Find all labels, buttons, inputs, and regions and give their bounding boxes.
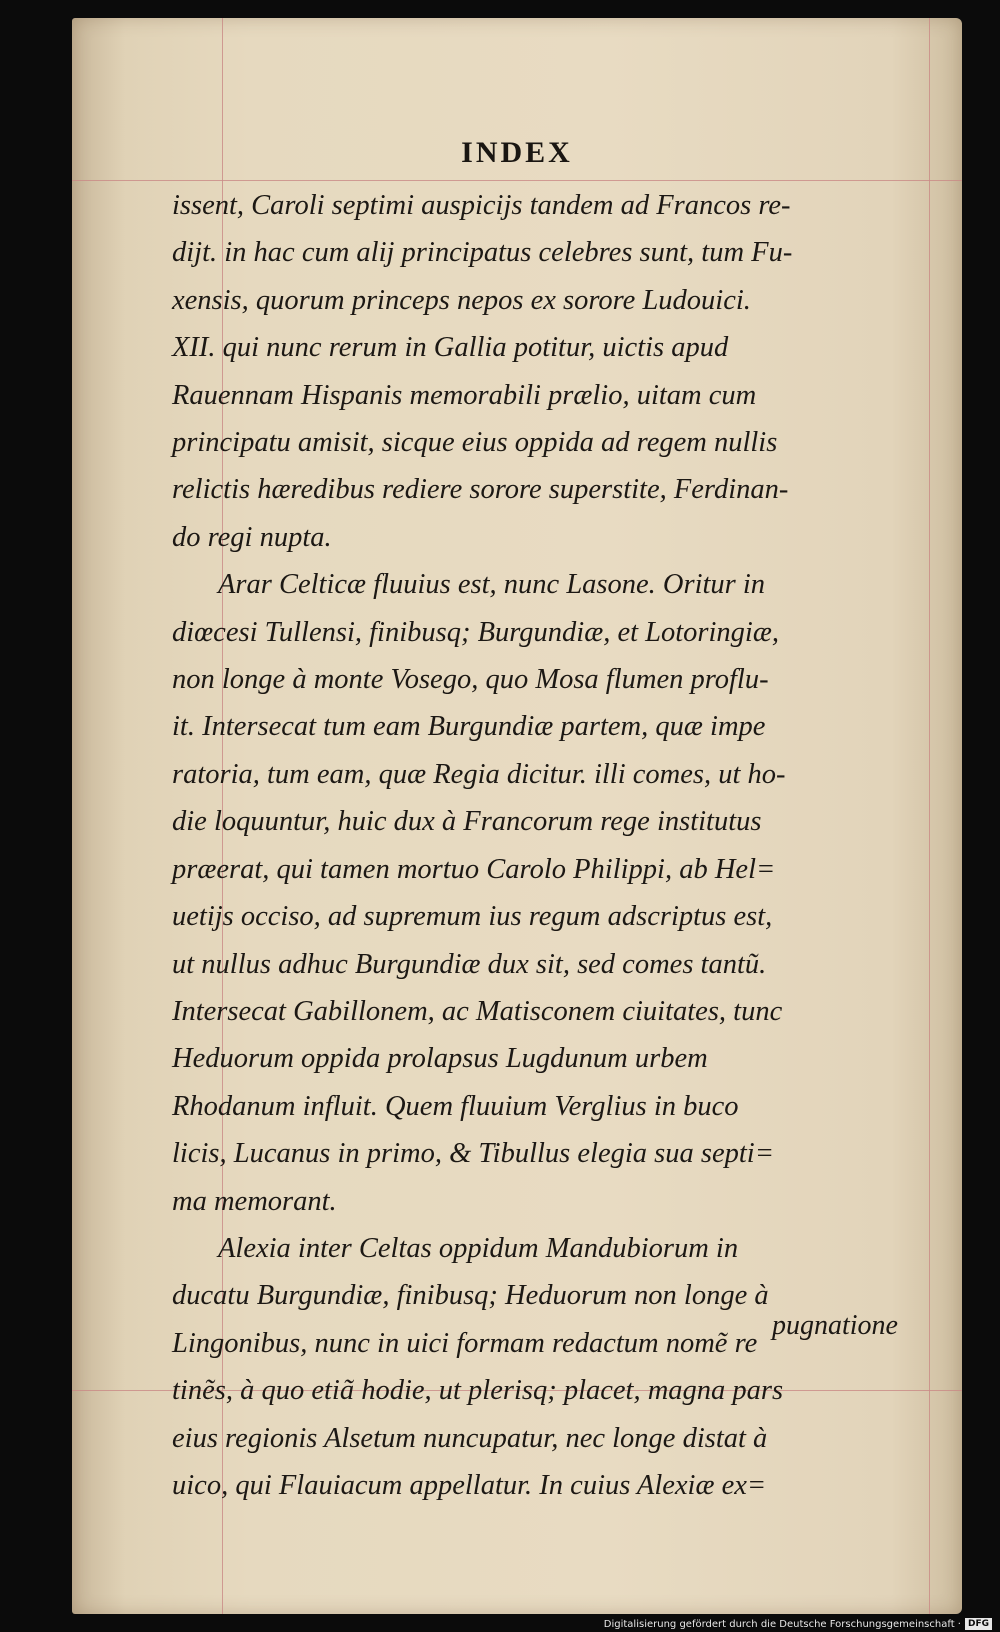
book-page: [72, 18, 962, 1614]
text-line: non longe à monte Vosego, quo Mosa flumen proflu-: [172, 664, 769, 696]
text-line: relictis hæredibus rediere sorore superstite, Ferdinan-: [172, 474, 789, 506]
text-line: principatu amisit, sicque eius oppida ad regem nullis: [172, 427, 778, 459]
text-line: Lingonibus, nunc in uici formam redactum nomẽ re: [172, 1327, 758, 1359]
text-line: uico, qui Flauiacum appellatur. In cuius Alexiæ ex=: [172, 1469, 767, 1501]
text-line: licis, Lucanus in primo, & Tibullus elegia sua septi=: [172, 1138, 774, 1170]
text-line: issent, Caroli septimi auspicijs tandem ad Francos re-: [172, 190, 791, 221]
dfg-logo: DFG: [965, 1618, 992, 1630]
text-line: Rhodanum influit. Quem fluuium Verglius in buco: [172, 1090, 739, 1122]
text-line: ducatu Burgundiæ, finibusq; Heduorum non longe à: [172, 1280, 769, 1312]
text-line: dijt. in hac cum alij principatus celebres sunt, tum Fu-: [172, 237, 793, 269]
running-header: INDEX: [461, 136, 573, 169]
text-line: Heduorum oppida prolapsus Lugdunum urbem: [172, 1043, 708, 1075]
text-line: ut nullus adhuc Burgundiæ dux sit, sed comes tantũ.: [172, 948, 767, 980]
text-line: Rauennam Hispanis memorabili prælio, uitam cum: [172, 379, 757, 411]
text-line: tinẽs, à quo etiã hodie, ut plerisq; placet, magna pars: [172, 1375, 784, 1407]
text-line: do regi nupta.: [172, 521, 332, 553]
text-line: Arar Celticæ fluuius est, nunc Lasone. Oritur in: [218, 569, 766, 601]
text-line: die loquuntur, huic dux à Francorum rege institutus: [172, 806, 762, 838]
text-line: Alexia inter Celtas oppidum Mandubiorum in: [218, 1232, 739, 1264]
text-line: XII. qui nunc rerum in Gallia potitur, uictis apud: [172, 332, 729, 364]
text-line: it. Intersecat tum eam Burgundiæ partem, quæ impe: [172, 711, 766, 743]
text-line: uetijs occiso, ad supremum ius regum adscriptus est,: [172, 901, 773, 933]
text-line: xensis, quorum princeps nepos ex sorore Ludouici.: [172, 284, 751, 316]
text-line: Intersecat Gabillonem, ac Matisconem ciuitates, tunc: [172, 995, 783, 1027]
catchword: pugnatione: [772, 1310, 898, 1341]
footer-credit: Digitalisierung gefördert durch die Deutsche Forschungsgemeinschaft ·: [603, 1618, 961, 1630]
margin-rule-top: [72, 180, 962, 181]
margin-rule-right: [929, 18, 930, 1614]
text-line: eius regionis Alsetum nuncupatur, nec longe distat à: [172, 1422, 768, 1454]
text-line: diœcesi Tullensi, finibusq; Burgundiæ, et Lotoringiæ,: [172, 616, 779, 648]
text-line: ma memorant.: [172, 1185, 337, 1217]
digitization-footer: [604, 1618, 992, 1630]
text-line: præerat, qui tamen mortuo Carolo Philippi, ab Hel=: [172, 853, 776, 885]
text-line: ratoria, tum eam, quæ Regia dicitur. illi comes, ut ho-: [172, 758, 786, 790]
